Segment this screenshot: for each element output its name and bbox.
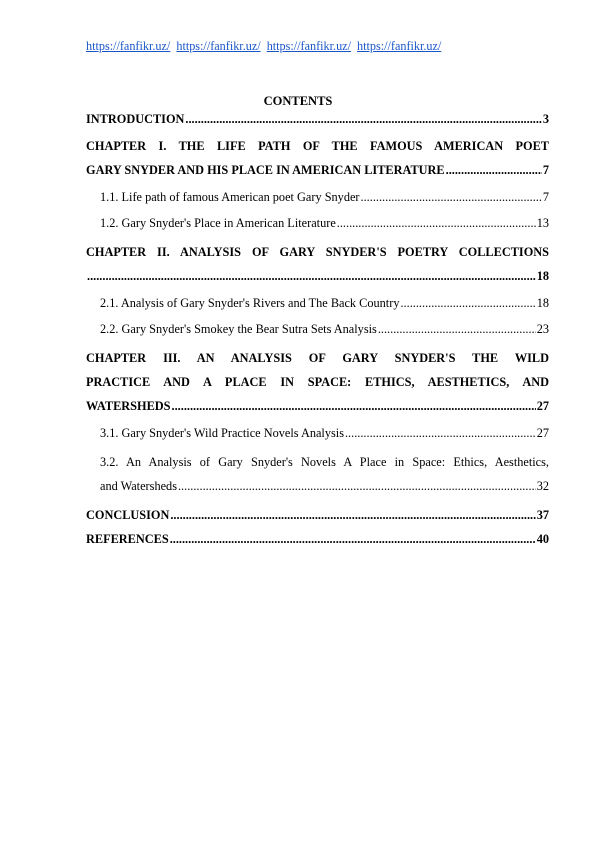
dot-leader [185, 110, 541, 128]
toc-entry-introduction[interactable] [86, 110, 549, 128]
toc-entry-section-3-2[interactable] [86, 450, 549, 498]
toc-page-number: 32 [536, 479, 549, 493]
toc-entry-text: CHAPTER II. ANALYSIS OF GARY SNYDER'S POETRY COLLECTIONS [86, 245, 549, 259]
dot-leader [170, 506, 535, 524]
toc-entry-text: 2.1. Analysis of Gary Snyder's Rivers and The Back Country [100, 296, 400, 310]
dot-leader [87, 264, 536, 288]
dot-leader [337, 214, 536, 232]
toc-entry-text: 3.2. An Analysis of Gary Snyder's Novels A Place in Space: Ethics, Aesthetics, [100, 455, 549, 469]
toc-page-number: 18 [536, 296, 549, 310]
table-of-contents [86, 110, 549, 554]
toc-entry-text: and Watersheds [100, 479, 177, 493]
toc-page-number: 40 [536, 532, 549, 546]
dot-leader [170, 530, 536, 548]
toc-entry-chapter-3[interactable] [86, 346, 549, 418]
toc-entry-references[interactable] [86, 530, 549, 548]
toc-entry-text: 1.1. Life path of famous American poet Gary Snyder [100, 190, 360, 204]
toc-page-number: 7 [542, 163, 549, 177]
toc-entry-text: CONCLUSION [86, 508, 170, 522]
toc-page-number: 3 [542, 112, 549, 126]
toc-entry-text: PRACTICE AND A PLACE IN SPACE: ETHICS, AESTHETICS, AND [86, 375, 549, 389]
dot-leader [446, 158, 542, 182]
toc-page-number: 23 [536, 322, 549, 336]
toc-entry-section-2-1[interactable] [86, 294, 549, 312]
toc-page-number: 18 [536, 269, 549, 283]
toc-entry-section-1-2[interactable] [86, 214, 549, 232]
toc-entry-text: GARY SNYDER AND HIS PLACE IN AMERICAN LITERATURE [86, 163, 445, 177]
toc-entry-text: CHAPTER III. AN ANALYSIS OF GARY SNYDER'S THE WILD [86, 351, 549, 365]
toc-page-number: 27 [536, 426, 549, 440]
dot-leader [172, 394, 536, 418]
contents-title: CONTENTS [263, 94, 333, 108]
dot-leader [178, 474, 536, 498]
toc-page-number: 27 [536, 399, 549, 413]
toc-entry-text: INTRODUCTION [86, 112, 185, 126]
toc-entry-section-3-1[interactable] [86, 424, 549, 442]
toc-entry-text: 1.2. Gary Snyder's Place in American Literature [100, 216, 336, 230]
header-links [86, 39, 444, 53]
toc-entry-text: CHAPTER I. THE LIFE PATH OF THE FAMOUS AMERICAN POET [86, 139, 549, 153]
dot-leader [345, 424, 536, 442]
toc-page-number: 37 [536, 508, 549, 522]
dot-leader [378, 320, 536, 338]
toc-page-number: 7 [542, 190, 549, 204]
toc-entry-section-2-2[interactable] [86, 320, 549, 338]
header-link-3[interactable]: https://fanfikr.uz/ [266, 39, 351, 53]
dot-leader [400, 294, 535, 312]
header-link-4[interactable]: https://fanfikr.uz/ [357, 39, 442, 53]
toc-page-number: 13 [536, 216, 549, 230]
toc-entry-text: 3.1. Gary Snyder's Wild Practice Novels Analysis [100, 426, 344, 440]
toc-entry-text: 2.2. Gary Snyder's Smokey the Bear Sutra Sets Analysis [100, 322, 377, 336]
toc-entry-chapter-1[interactable] [86, 134, 549, 182]
header-link-1[interactable]: https://fanfikr.uz/ [86, 39, 171, 53]
toc-entry-section-1-1[interactable] [86, 188, 549, 206]
toc-entry-conclusion[interactable] [86, 506, 549, 524]
header-link-2[interactable]: https://fanfikr.uz/ [176, 39, 261, 53]
toc-entry-text: REFERENCES [86, 532, 169, 546]
toc-entry-chapter-2[interactable] [86, 240, 549, 288]
toc-entry-text: WATERSHEDS [86, 399, 171, 413]
dot-leader [361, 188, 542, 206]
